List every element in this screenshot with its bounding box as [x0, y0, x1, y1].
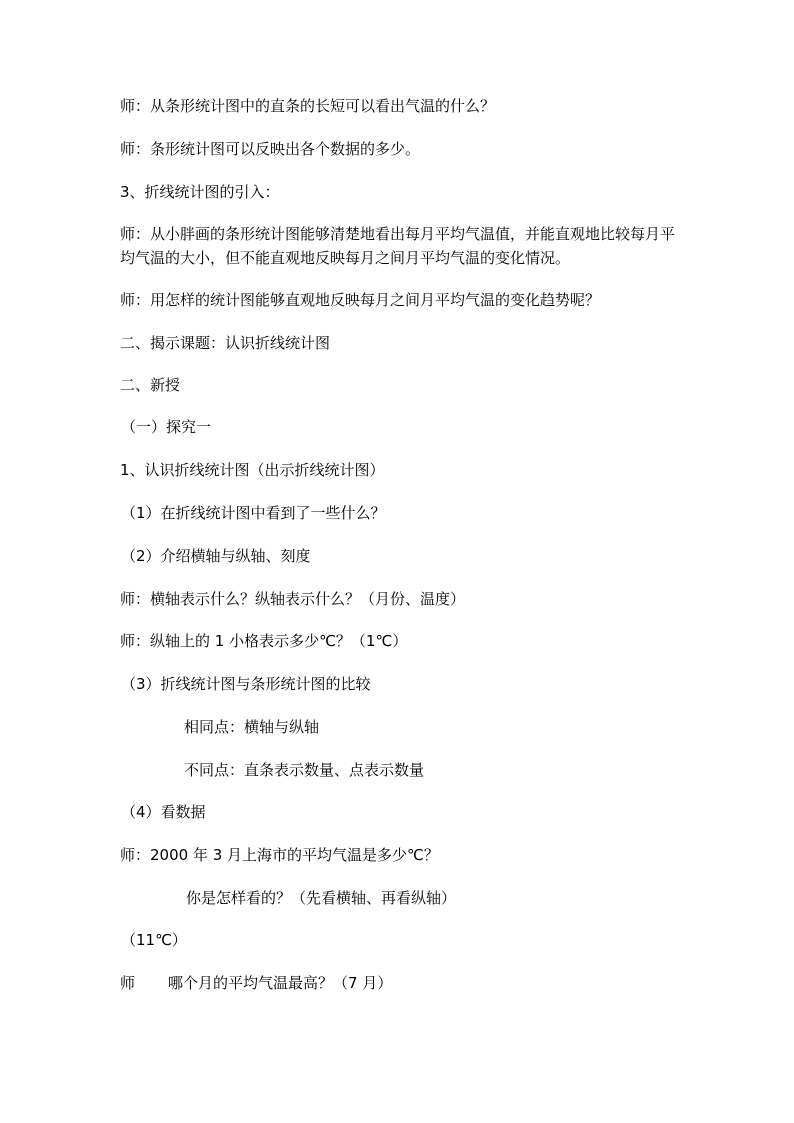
paragraph-20: （11℃）	[121, 931, 187, 949]
paragraph-3: 3、折线统计图的引入：	[120, 183, 280, 201]
paragraph-12: 师：横轴表示什么？纵轴表示什么？（月份、温度）	[120, 590, 466, 608]
paragraph-5: 师：用怎样的统计图能够直观地反映每月之间月平均气温的变化趋势呢？	[120, 291, 601, 309]
paragraph-14: （3）折线统计图与条形统计图的比较	[121, 675, 371, 693]
paragraph-10: （1）在折线统计图中看到了一些什么？	[121, 504, 386, 522]
paragraph-13: 师：纵轴上的 1 小格表示多少℃？（1℃）	[120, 632, 408, 650]
paragraph-6: 二、揭示课题：认识折线统计图	[120, 334, 331, 352]
paragraph-18: 师：2000 年 3 月上海市的平均气温是多少℃？	[120, 846, 439, 864]
paragraph-8: （一）探究一	[121, 418, 212, 436]
paragraph-4: 师：从小胖画的条形统计图能够清楚地看出每月平均气温值，并能直观地比较每月平均气温的大小，但不能直观地反映每月之间月平均气温的变化情况。	[120, 225, 676, 267]
paragraph-11: （2）介绍横轴与纵轴、刻度	[121, 547, 311, 565]
paragraph-7: 二、新授	[120, 376, 181, 394]
paragraph-21-text: 哪个月的平均气温最高？（7 月）	[168, 974, 393, 992]
paragraph-15: 相同点：横轴与纵轴	[184, 718, 320, 736]
speaker-label: 师	[120, 974, 136, 992]
paragraph-1: 师：从条形统计图中的直条的长短可以看出气温的什么？	[120, 97, 496, 115]
paragraph-2: 师：条形统计图可以反映出各个数据的多少。	[120, 140, 421, 158]
paragraph-16: 不同点：直条表示数量、点表示数量	[184, 761, 425, 779]
paragraph-9: 1、认识折线统计图（出示折线统计图）	[120, 461, 385, 479]
paragraph-17: （4）看数据	[121, 803, 206, 821]
paragraph-19: 你是怎样看的？（先看横轴、再看纵轴）	[186, 889, 457, 907]
paragraph-21	[120, 972, 392, 994]
